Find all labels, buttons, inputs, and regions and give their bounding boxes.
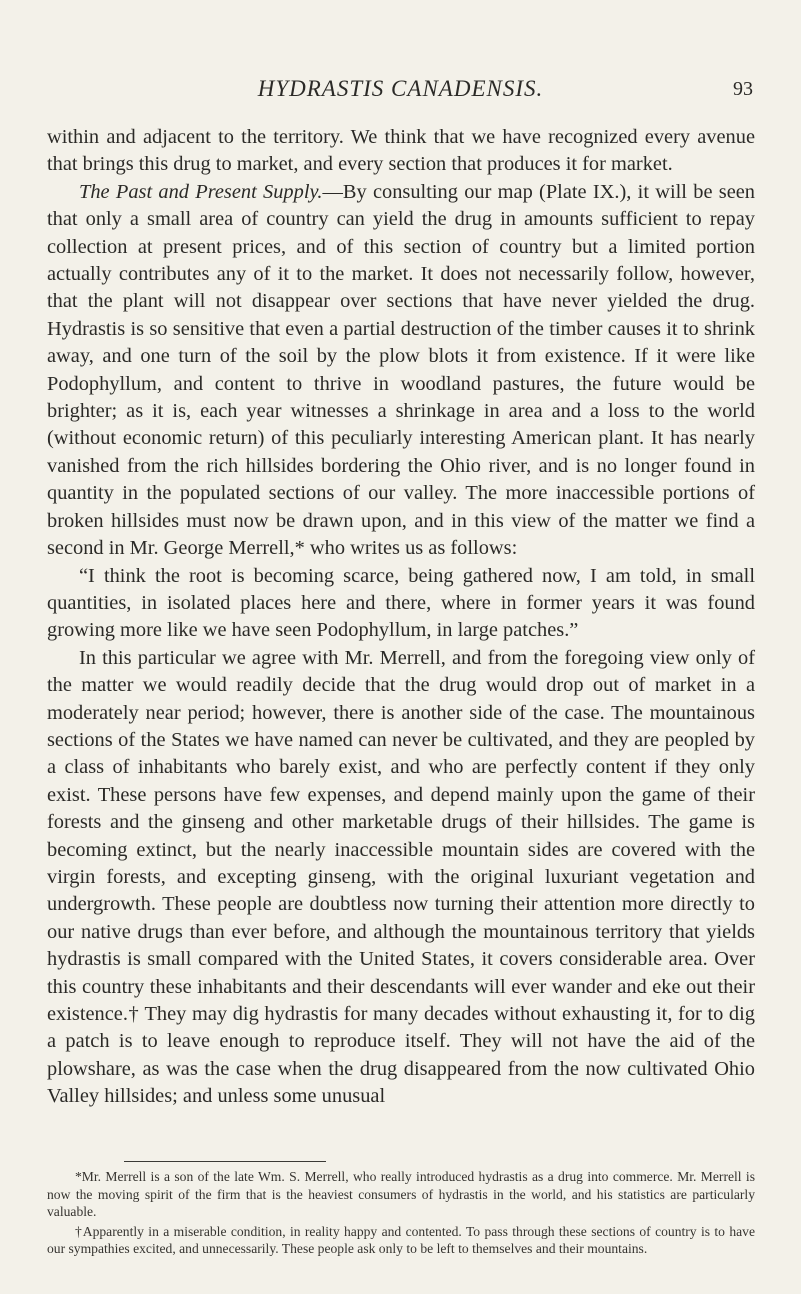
footnote: †Apparently in a miserable condition, in reality happy and contented. To pass through these sections of country is to have our sympathies excited, and unnecessarily. These people ask only to be left to themselves and their mountains. [47,1223,755,1257]
paragraph-text: —By consulting our map (Plate IX.), it will be seen that only a small area of country can yield the drug in amounts sufficient to repay collection at present prices, and of this section of country but a limited portion actually contributes any of it to the market. It does not necessarily follow, however, that the plant will not disappear over sections that have never yielded the drug. Hydrastis is so sensitive that even a partial destruction of the timber causes it to shrink away, and one turn of the soil by the plow blots it from existence. If it were like Podophyllum, and content to thrive in woodland pastures, the future would be brighter; as it is, each year witnesses a shrinkage in area and a loss to the world (without economic return) of this peculiarly interesting American plant. It has nearly vanished from the rich hillsides bordering the Ohio river, and is no longer found in quantity in the populated sections of our valley. The more inaccessible portions of broken hillsides must now be drawn upon, and in this view of the matter we find a second in Mr. George Merrell,* who writes us as follows: [47,180,755,560]
paragraph-continuation: within and adjacent to the territory. We think that we have recognized every avenue that brings this drug to market, and every section that produces it for market. [47,126,755,176]
body-text [47,124,755,1111]
paragraph-past-present-supply [47,179,755,563]
running-title: HYDRASTIS CANADENSIS. [257,76,544,101]
section-heading: The Past and Present Supply. [79,180,323,203]
page-header [0,76,801,106]
footnotes [47,1168,755,1260]
paragraph-other-side: In this particular we agree with Mr. Merrell, and from the foregoing view only of the matter we would readily decide that the drug would drop out of market in a moderately near period; however, there is another side of the case. The mountainous sections of the States we have named can never be cultivated, and they are peopled by a class of inhabitants who barely exist, and who are perfectly content if they only exist. These persons have few expenses, and depend mainly upon the game of their forests and the ginseng and other marketable drugs of their hillsides. The game is becoming extinct, but the nearly inaccessible mountain sides are covered with the virgin forests, and excepting ginseng, with the original luxuriant vegetation and undergrowth. These people are doubtless now turning their attention more directly to our native drugs than ever before, and although the mountainous territory that yields hydrastis is small compared with the United States, it covers considerable area. Over this country these inhabitants and their descendants will ever wander and eke out their existence.† They may dig hydrastis for many decades without exhausting it, for to dig a patch is to leave enough to reproduce itself. They will not have the aid of the plowshare, as was the case when the drug disappeared from the now cultivated Ohio Valley hillsides; and unless some unusual [47,646,755,1108]
footnote-rule [124,1161,326,1162]
page-number: 93 [733,78,753,100]
quotation-paragraph: “I think the root is becoming scarce, being gathered now, I am told, in small quantities, in isolated places here and there, where in former years it was found growing more like we have seen Podophyllum, in large patches.” [47,564,755,642]
footnote: *Mr. Merrell is a son of the late Wm. S. Merrell, who really introduced hydrastis as a drug into commerce. Mr. Merrell is now the moving spirit of the firm that is the heaviest consumers of hydrastis in the world, and his statistics are particularly valuable. [47,1169,755,1220]
